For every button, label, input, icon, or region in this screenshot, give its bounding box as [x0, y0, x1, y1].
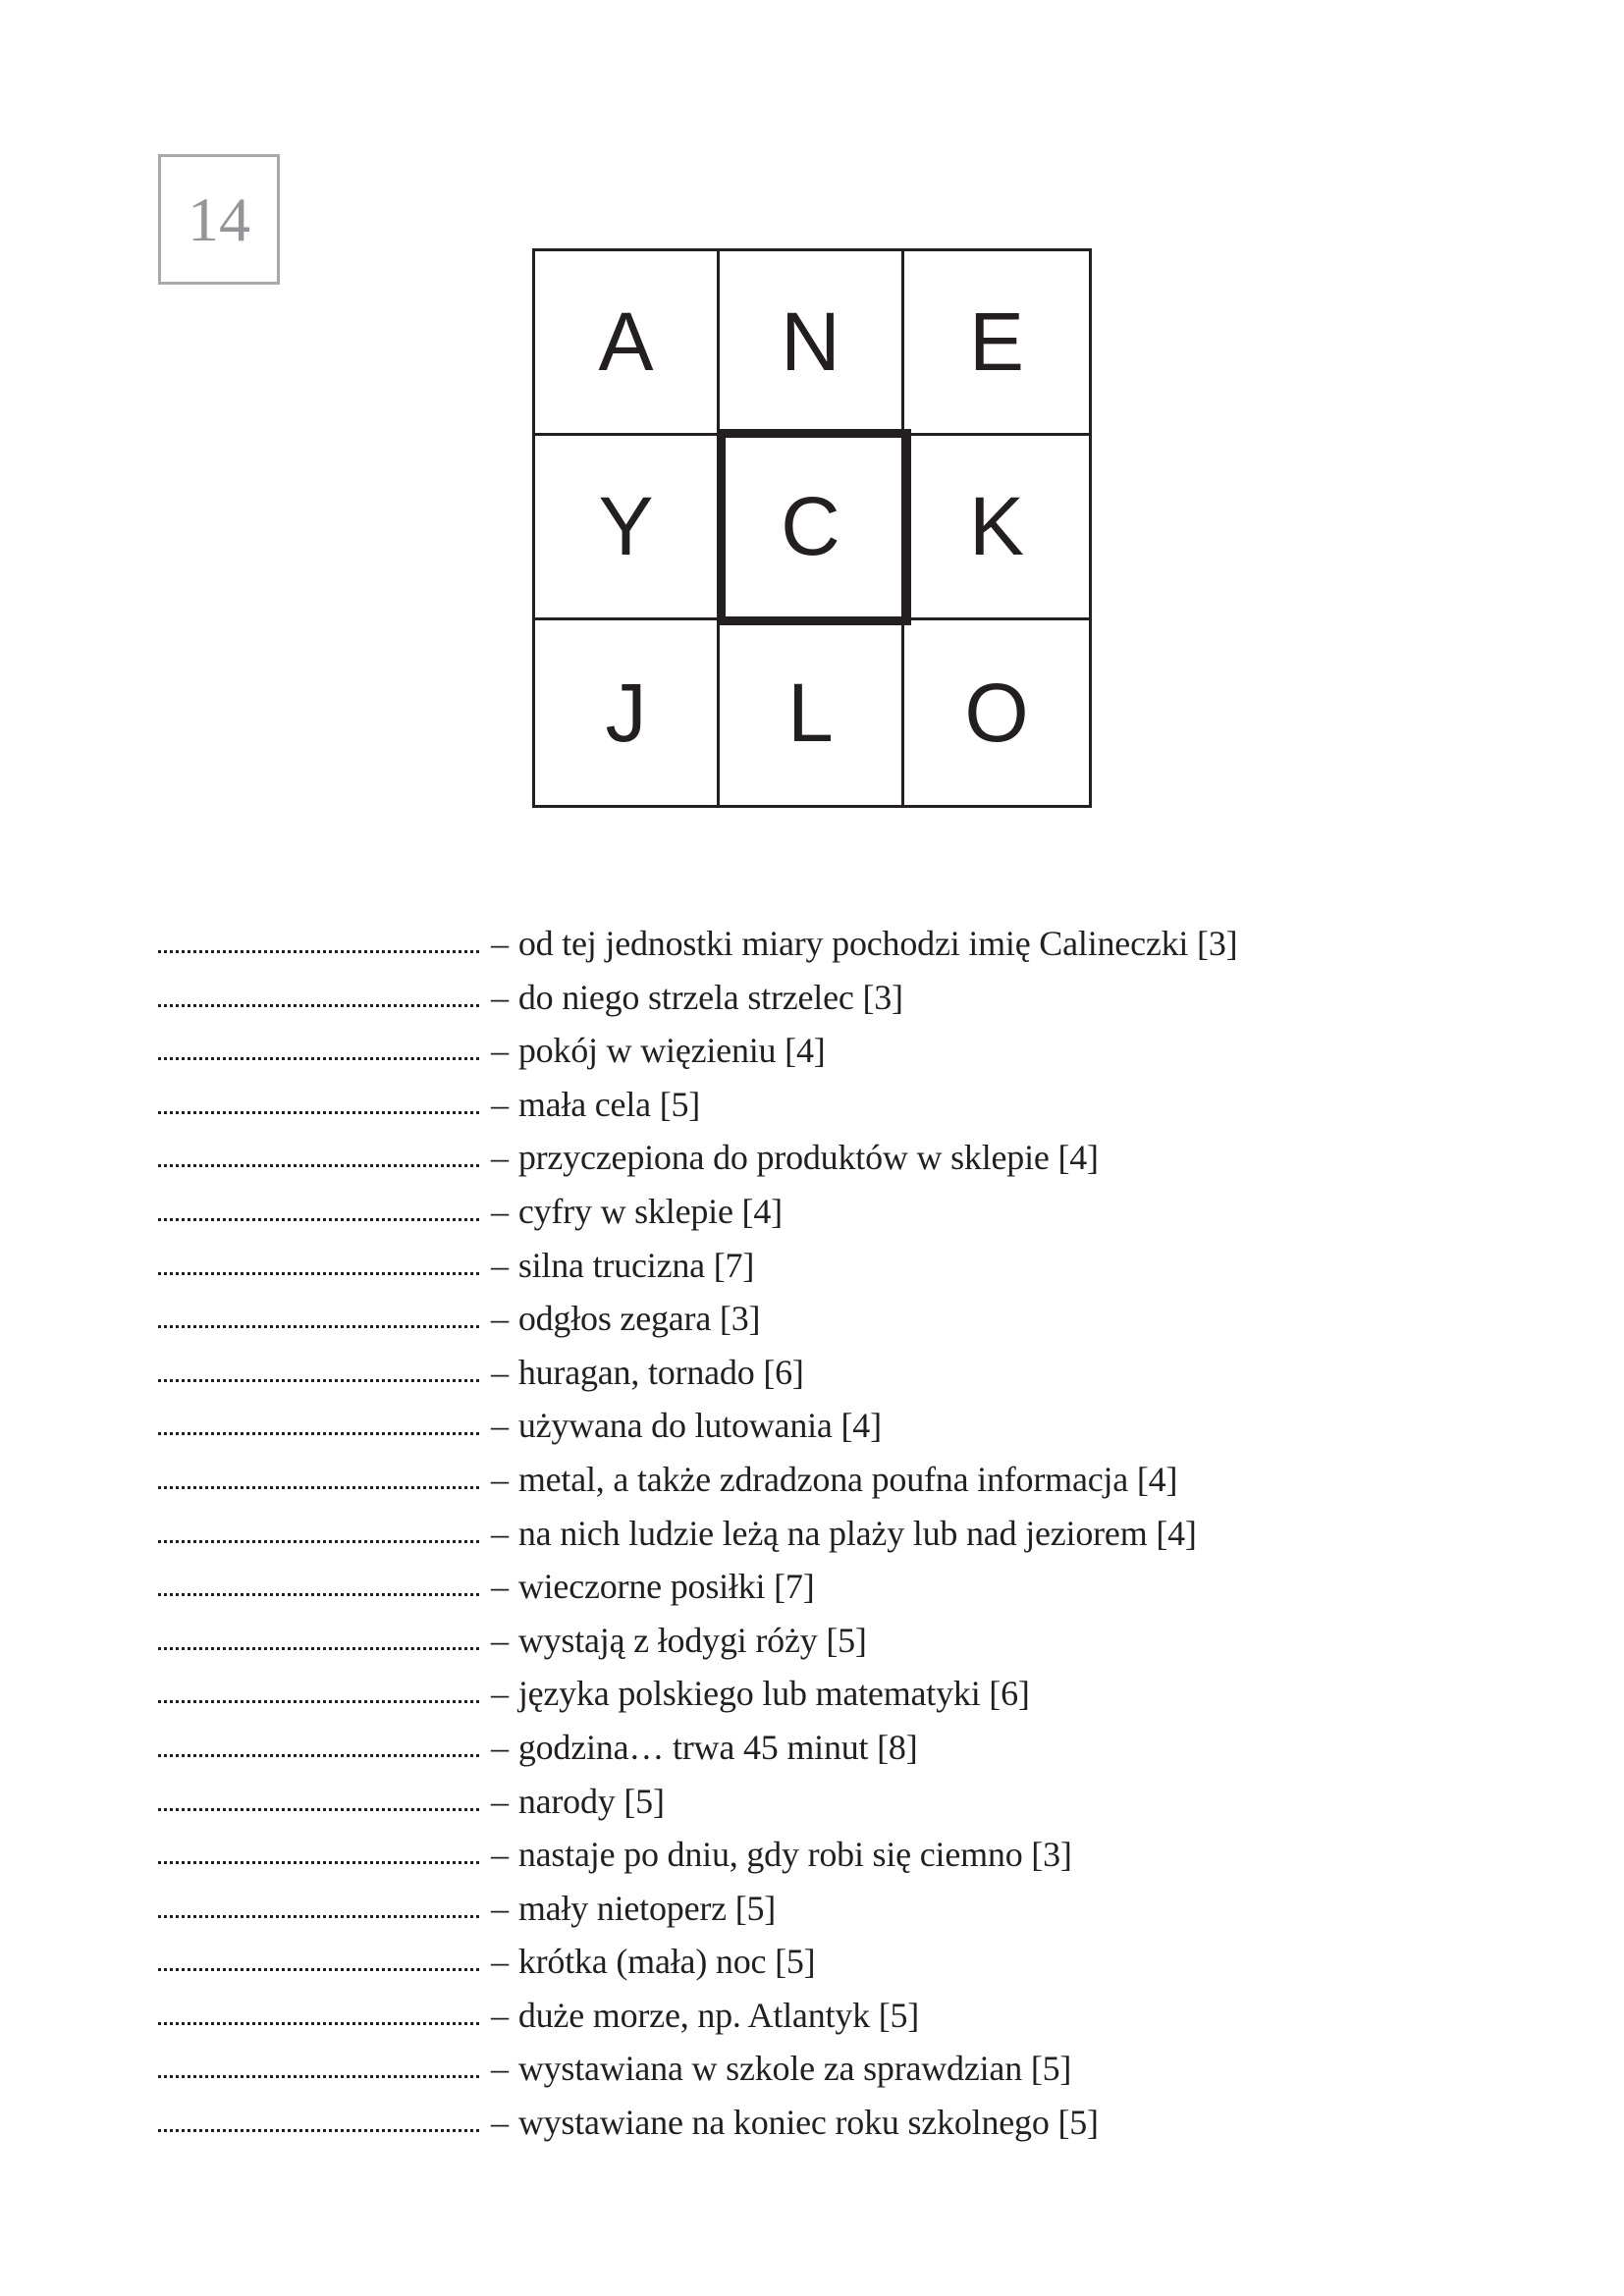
clue-dash: –	[491, 1888, 509, 1928]
clue-dash: –	[491, 1191, 509, 1231]
clue-text: wystawiana w szkole za sprawdzian [5]	[517, 2049, 1072, 2089]
clue-dash: –	[491, 1674, 509, 1714]
clue-list	[158, 917, 1572, 2150]
clue-text: przyczepiona do produktów w sklepie [4]	[517, 1138, 1099, 1178]
clue-row	[158, 1775, 1572, 1829]
answer-blank[interactable]	[158, 1536, 479, 1543]
clue-dash: –	[491, 1406, 509, 1446]
clue-dash: –	[491, 1620, 509, 1660]
grid-cell: A	[535, 251, 720, 436]
clue-text: nastaje po dniu, gdy robi się ciemno [3]	[517, 1835, 1072, 1875]
clue-row	[158, 1935, 1572, 1989]
clue-text: wieczorne posiłki [7]	[517, 1567, 815, 1607]
clue-row	[158, 1989, 1572, 2043]
clue-row	[158, 1346, 1572, 1400]
clue-row	[158, 1882, 1572, 1936]
answer-blank[interactable]	[158, 1857, 479, 1864]
answer-blank[interactable]	[158, 1375, 479, 1382]
grid-cell: E	[904, 251, 1089, 436]
clue-row	[158, 1024, 1572, 1078]
clue-dash: –	[491, 1513, 509, 1553]
answer-blank[interactable]	[158, 1804, 479, 1811]
clue-text: godzina… trwa 45 minut [8]	[517, 1727, 918, 1767]
answer-blank[interactable]	[158, 1696, 479, 1703]
clue-dash: –	[491, 1567, 509, 1607]
letter-grid	[532, 248, 1092, 808]
clue-row	[158, 1239, 1572, 1293]
answer-blank[interactable]	[158, 1268, 479, 1275]
answer-blank[interactable]	[158, 1321, 479, 1328]
clue-dash: –	[491, 977, 509, 1017]
page-number: 14	[158, 154, 280, 285]
clue-dash: –	[491, 1138, 509, 1178]
clue-text: mały nietoperz [5]	[517, 1888, 777, 1928]
clue-text: duże morze, np. Atlantyk [5]	[517, 1995, 920, 2035]
clue-text: od tej jednostki miary pochodzi imię Calineczki [3]	[517, 924, 1238, 963]
answer-blank[interactable]	[158, 1482, 479, 1489]
clue-text: do niego strzela strzelec [3]	[517, 977, 903, 1017]
clue-dash: –	[491, 1245, 509, 1285]
clue-text: huragan, tornado [6]	[517, 1352, 804, 1392]
answer-blank[interactable]	[158, 1428, 479, 1435]
clue-text: silna trucizna [7]	[517, 1245, 755, 1285]
answer-blank[interactable]	[158, 1643, 479, 1650]
clue-row	[158, 2096, 1572, 2150]
clue-dash: –	[491, 924, 509, 963]
grid-cell: L	[720, 620, 904, 805]
answer-blank[interactable]	[158, 2071, 479, 2078]
clue-text: wystawiane na koniec roku szkolnego [5]	[517, 2103, 1099, 2143]
grid-cell: N	[720, 251, 904, 436]
clue-text: pokój w więzieniu [4]	[517, 1031, 826, 1071]
answer-blank[interactable]	[158, 1750, 479, 1757]
clue-row	[158, 1560, 1572, 1614]
answer-blank[interactable]	[158, 1214, 479, 1221]
clue-row	[158, 2042, 1572, 2096]
clue-row	[158, 1828, 1572, 1882]
clue-row	[158, 1131, 1572, 1185]
answer-blank[interactable]	[158, 1000, 479, 1007]
clue-dash: –	[491, 1299, 509, 1339]
answer-blank[interactable]	[158, 1107, 479, 1114]
answer-blank[interactable]	[158, 1964, 479, 1971]
clue-row	[158, 917, 1572, 971]
clue-row	[158, 1614, 1572, 1668]
clue-row	[158, 1399, 1572, 1453]
clue-dash: –	[491, 2049, 509, 2089]
clue-row	[158, 1721, 1572, 1775]
clue-dash: –	[491, 1835, 509, 1875]
clue-row	[158, 1507, 1572, 1561]
grid-cell: Y	[535, 436, 720, 620]
grid-cell: K	[904, 436, 1089, 620]
answer-blank[interactable]	[158, 1160, 479, 1167]
clue-row	[158, 1667, 1572, 1721]
clue-text: na nich ludzie leżą na plaży lub nad jeziorem [4]	[517, 1513, 1197, 1553]
clue-row	[158, 1078, 1572, 1132]
clue-dash: –	[491, 1084, 509, 1124]
grid-cell: J	[535, 620, 720, 805]
clue-dash: –	[491, 1995, 509, 2035]
clue-text: cyfry w sklepie [4]	[517, 1191, 783, 1231]
answer-blank[interactable]	[158, 2125, 479, 2132]
answer-blank[interactable]	[158, 1911, 479, 1918]
clue-row	[158, 971, 1572, 1025]
clue-text: języka polskiego lub matematyki [6]	[517, 1674, 1030, 1714]
clue-text: wystają z łodygi róży [5]	[517, 1620, 867, 1660]
clue-dash: –	[491, 1781, 509, 1821]
clue-text: używana do lutowania [4]	[517, 1406, 882, 1446]
clue-dash: –	[491, 1459, 509, 1499]
clue-row	[158, 1292, 1572, 1346]
clue-row	[158, 1185, 1572, 1239]
clue-dash: –	[491, 1727, 509, 1767]
clue-dash: –	[491, 2103, 509, 2143]
grid-cell-center: C	[720, 436, 904, 620]
clue-text: odgłos zegara [3]	[517, 1299, 761, 1339]
clue-dash: –	[491, 1031, 509, 1071]
answer-blank[interactable]	[158, 1053, 479, 1060]
answer-blank[interactable]	[158, 946, 479, 953]
clue-dash: –	[491, 1942, 509, 1982]
clue-text: mała cela [5]	[517, 1084, 701, 1124]
answer-blank[interactable]	[158, 1589, 479, 1596]
grid-cell: O	[964, 666, 1029, 759]
clue-text: krótka (mała) noc [5]	[517, 1942, 816, 1982]
clue-text: narody [5]	[517, 1781, 665, 1821]
clue-row	[158, 1453, 1572, 1507]
clue-text: metal, a także zdradzona poufna informacja [4]	[517, 1459, 1178, 1499]
answer-blank[interactable]	[158, 2018, 479, 2025]
clue-dash: –	[491, 1352, 509, 1392]
